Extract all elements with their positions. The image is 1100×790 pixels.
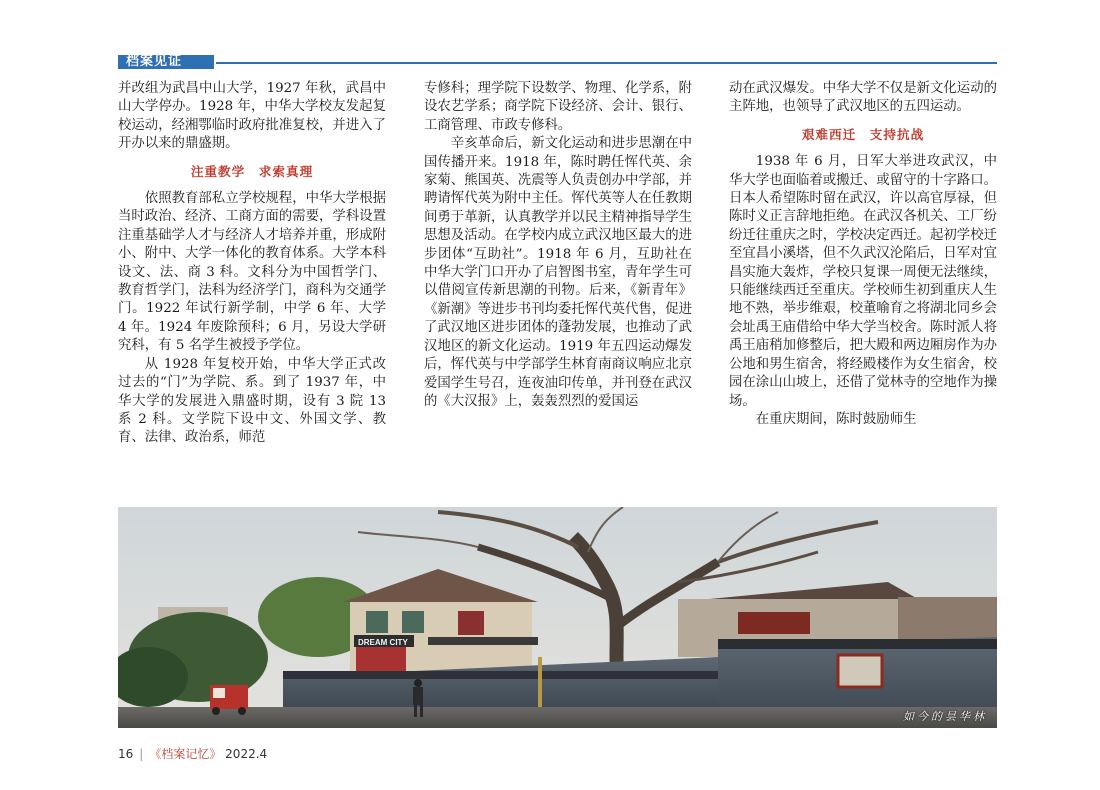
issue-number: 2022.4 [225,747,268,761]
paragraph: 动在武汉爆发。中华大学不仅是新文化运动的主阵地，也领导了武汉地区的五四运动。 [729,81,997,115]
paragraph: 依照教育部私立学校规程，中华大学根据当时政治、经济、工商方面的需要，学科设置注重基础学人才与经济人才培养并重，形成附小、附中、大学一体化的教育体系。大学本科设文、法、商 3 科。文科分为中国哲学门、教育哲学门，法科为经济学门，商科为交通学门。1922 年试行新学制，中学 6 年、大学 4 年。1924 年废除预科；6 月，另设大学研究科，有 5 名学生被授予学位。 [118,191,386,354]
section-heading: 注重教学 求索真理 [190,163,314,179]
paragraph: 辛亥革命后，新文化运动和进步思潮在中国传播开来。1918 年，陈时聘任恽代英、余家菊、熊国英、冼震等人负责创办中学部，并聘请恽代英为附中主任。恽代英等人在任教期间勇于革新，认真教学并以民主精神指导学生思想及活动。在学校内成立武汉地区最大的进步团体“互助社”。1918 年 6 月，互助社在中华大学门口开办了启智图书室，青年学生可以借阅宣传新思潮的刊物。后来，《新青年》《新潮》等进步书刊均委托恽代英代售，促进了武汉地区进步团体的蓬勃发展，也推动了武汉地区的新文化运动。1919 年五四运动爆发后，恽代英与中学部学生林育南商议响应北京爱国学生号召，连夜油印传单，并刊登在武汉的《大汉报》上，轰轰烈烈的爱国运 [424,136,692,409]
paragraph: 在重庆期间，陈时鼓励师生 [755,411,917,427]
header-rule [216,62,997,64]
photo-illustration [118,507,997,728]
text-column-1 [118,80,386,448]
photo-caption: 如今的昙华林 [903,710,987,723]
paragraph: 并改组为武昌中山大学，1927 年秋，武昌中山大学停办。1928 年，中华大学校友发起复校运动，经湘鄂临时政府批准复校，并进入了开办以来的鼎盛期。 [118,81,386,152]
text-column-3 [729,80,997,429]
section-title: 档案见证 [126,54,183,69]
footer-divider: | [139,747,144,761]
section-header [118,55,997,69]
paragraph: 1938 年 6 月，日军大举进攻武汉，中华大学也面临着或搬迁、或留守的十字路口。日本人希望陈时留在武汉，许以高官厚禄，但陈时义正言辞地拒绝。在武汉各机关、工厂纷纷迁往重庆之时，学校决定西迁。起初学校迁至宜昌小溪塔，但不久武汉沦陷后，日军对宜昌实施大轰炸，学校只复课一周便无法继续，只能继续西迁至重庆。学校师生初到重庆人生地不熟，举步维艰，校董喻育之将湖北同乡会会址禹王庙借给中华大学当校舍。陈时派人将禹王庙稍加修整后，把大殿和两边厢房作为办公地和男生宿舍，将经殿楼作为女生宿舍，校园在涂山山坡上，还借了觉林寺的空地作为操场。 [729,154,997,409]
section-heading: 艰难西迁 支持抗战 [801,126,925,142]
text-column-2 [424,80,692,411]
shop-sign-text: DREAM CITY [358,638,408,647]
magazine-name: 《档案记忆》 [149,747,222,761]
paragraph: 专修科；理学院下设数学、物理、化学系，附设农艺学系；商学院下设经济、会计、银行、工商管理、市政专修科。 [424,81,692,133]
street-photo [118,507,997,728]
page-number: 16 [118,747,134,761]
page-footer [118,745,267,762]
paragraph: 从 1928 年复校开始，中华大学正式改过去的“门”为学院、系。到了 1937 年，中华大学的发展进入鼎盛时期，设有 3 院 13 系 2 科。文学院下设中文、外国文学、教育、法律、政治系，师范 [118,356,386,446]
section-header-box [118,55,214,69]
